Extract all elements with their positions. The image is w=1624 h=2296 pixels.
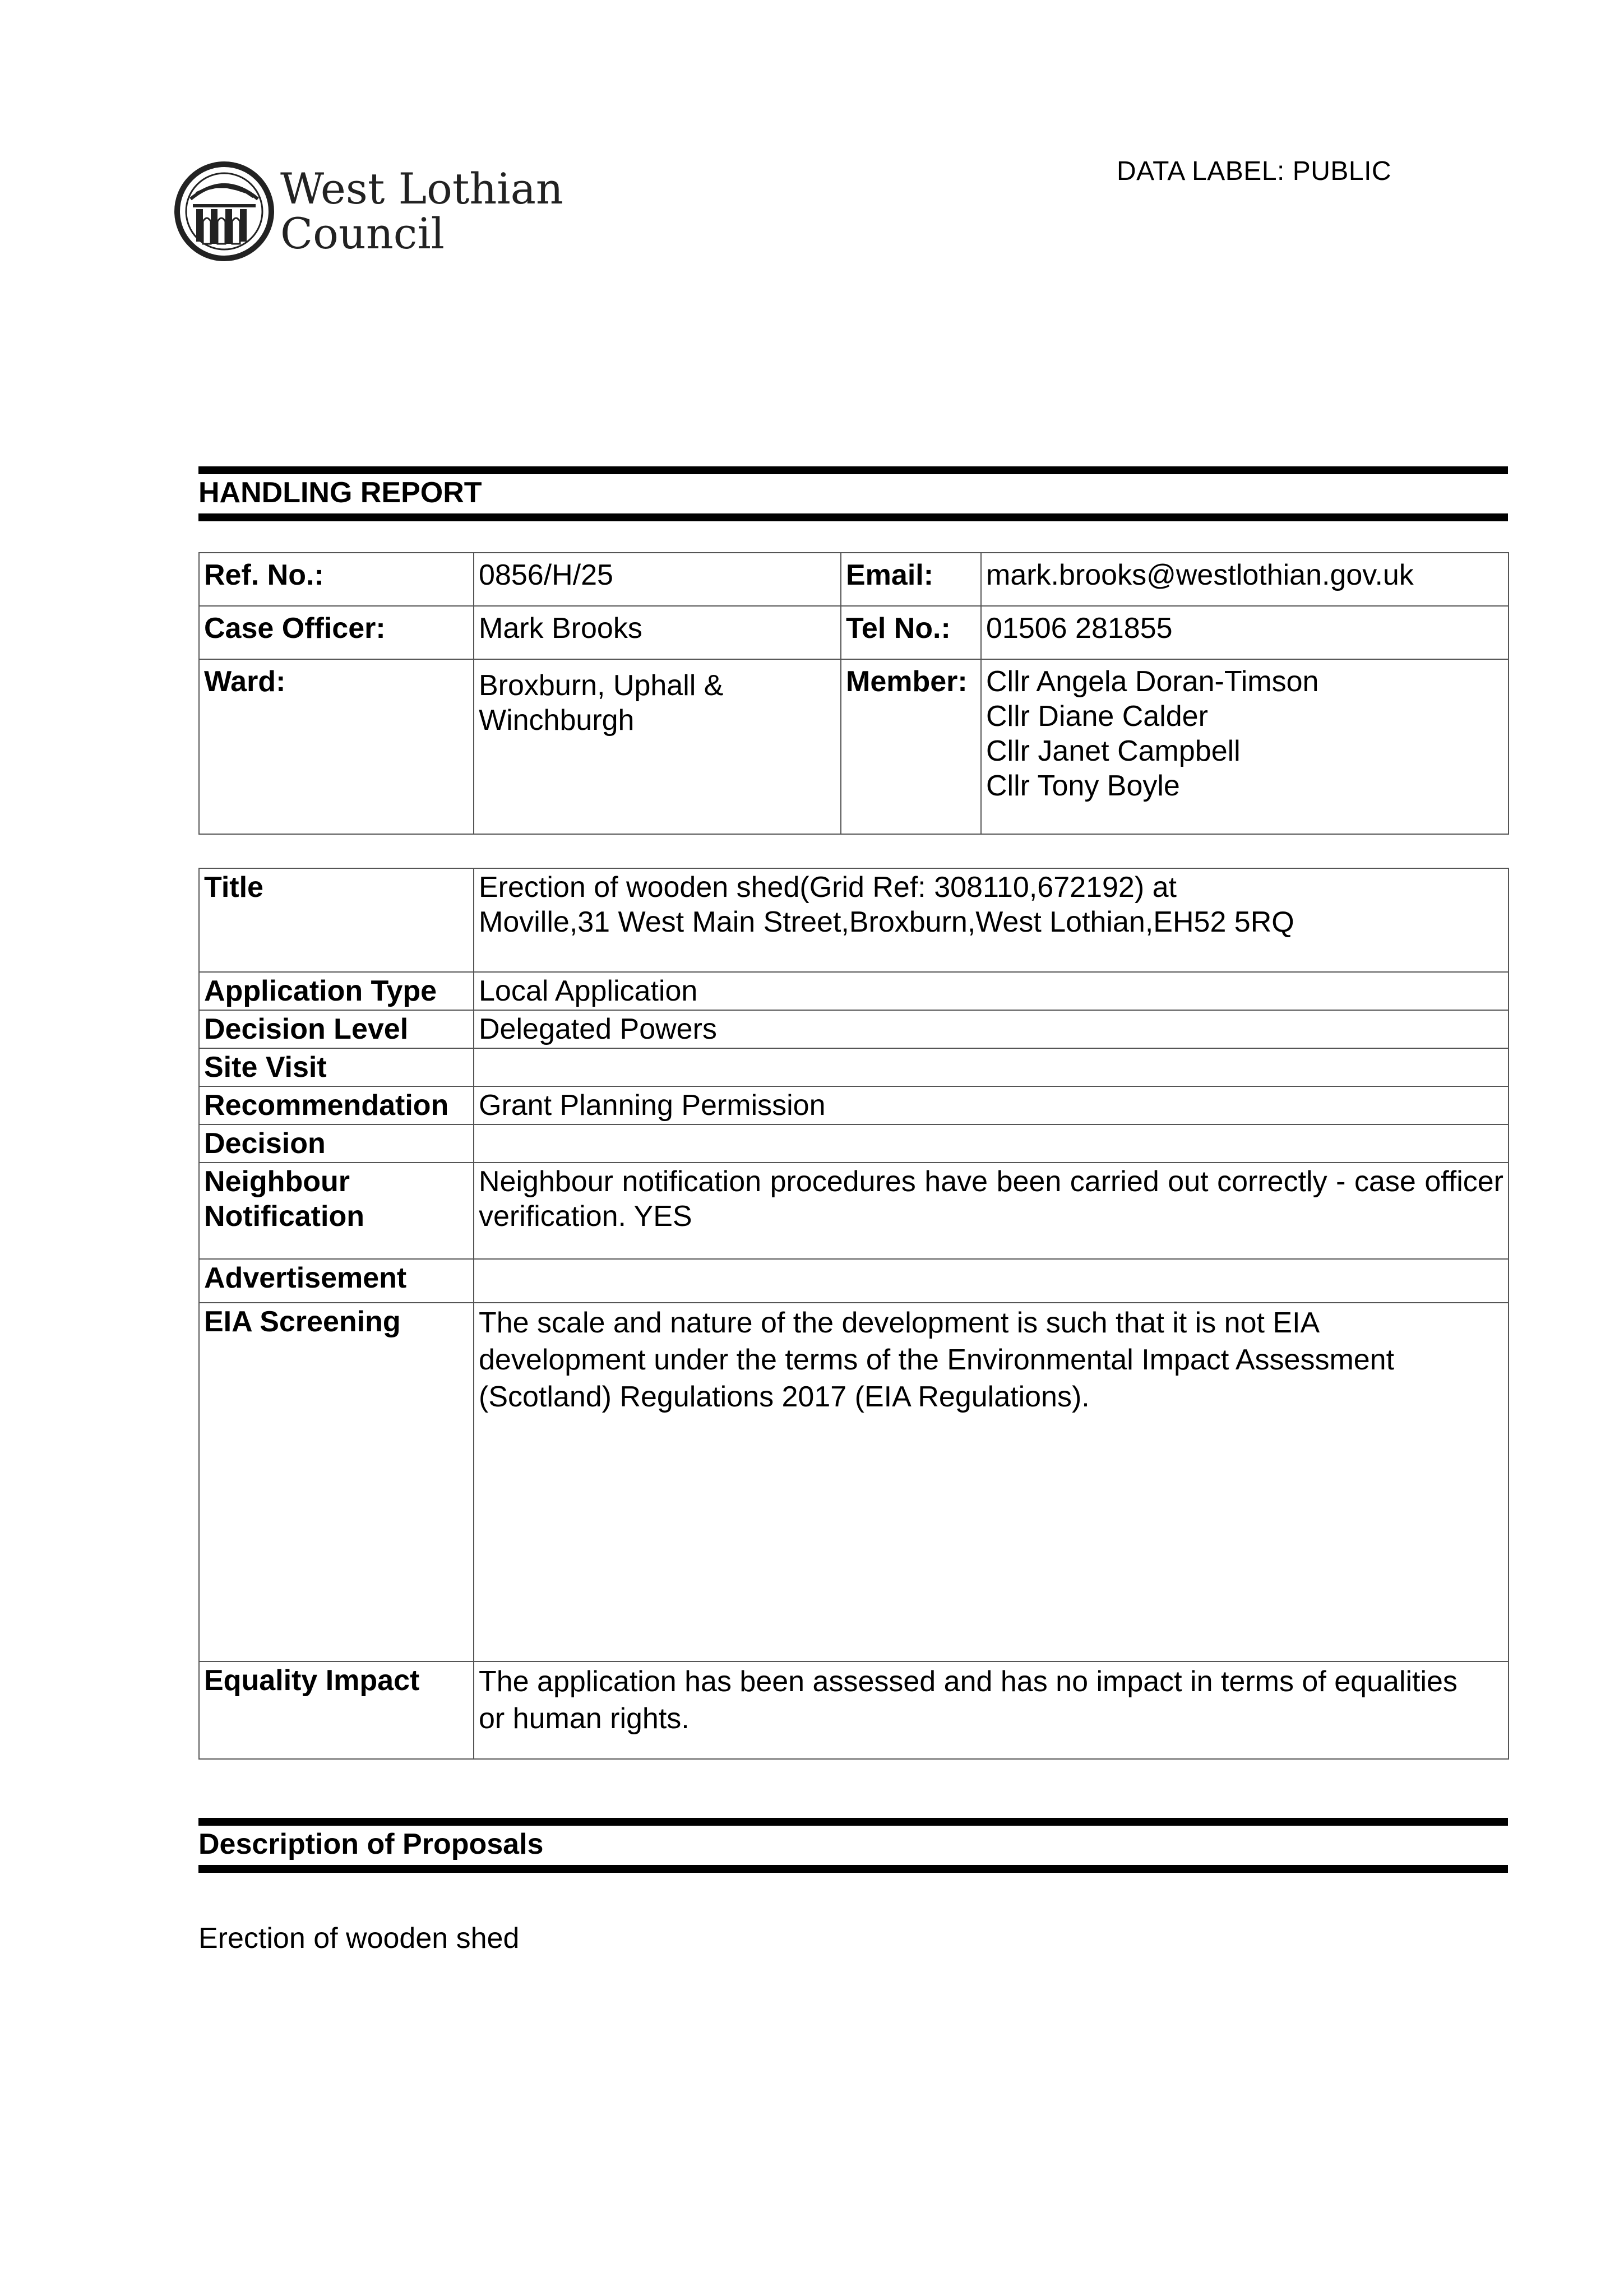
email-label: Email: [841,553,981,606]
member-item: Cllr Diane Calder [986,700,1208,733]
label-line: Neighbour [204,1165,350,1198]
table-row [199,1048,1509,1086]
equality-line: or human rights. [479,1702,690,1735]
data-label: DATA LABEL: PUBLIC [1117,156,1392,186]
divider [198,1818,1508,1826]
application-details-table [198,868,1509,1760]
tel-value: 01506 281855 [981,606,1509,659]
member-item: Cllr Janet Campbell [986,735,1241,767]
logo-text-line2: Council [280,209,445,258]
advertisement-label: Advertisement [199,1259,474,1303]
application-type-label: Application Type [199,972,474,1010]
table-row [199,868,1509,972]
table-row [199,1124,1509,1163]
case-officer-value: Mark Brooks [474,606,841,659]
table-row [199,1163,1509,1259]
member-label: Member: [841,659,981,834]
ref-label: Ref. No.: [199,553,474,606]
neighbour-notification-label [199,1163,474,1259]
eia-line: (Scotland) Regulations 2017 (EIA Regulations). [479,1381,1090,1413]
label-line: Notification [204,1200,364,1233]
title-line: Moville,31 West Main Street,Broxburn,West Lothian,EH52 5RQ [479,906,1294,938]
logo-text-line1: West Lothian [280,164,563,214]
member-item: Cllr Tony Boyle [986,770,1180,802]
divider [198,466,1508,474]
contact-table [198,552,1509,835]
decision-level-value: Delegated Powers [474,1010,1509,1048]
application-type-value: Local Application [474,972,1509,1010]
decision-label: Decision [199,1124,474,1163]
table-row [199,1259,1509,1303]
decision-level-label: Decision Level [199,1010,474,1048]
recommendation-value: Grant Planning Permission [474,1086,1509,1124]
ward-line: Winchburgh [479,704,635,737]
table-row [199,659,1509,834]
council-crest-icon [174,160,275,263]
divider [198,513,1508,521]
member-list [981,659,1509,834]
ward-line: Broxburn, Uphall & [479,669,724,702]
equality-impact-value [474,1661,1509,1759]
divider [198,1865,1508,1873]
email-value: mark.brooks@westlothian.gov.uk [981,553,1509,606]
eia-screening-value [474,1303,1509,1661]
ward-label: Ward: [199,659,474,834]
tel-label: Tel No.: [841,606,981,659]
eia-line: development under the terms of the Environmental Impact Assessment [479,1344,1395,1376]
eia-screening-label: EIA Screening [199,1303,474,1661]
site-visit-label: Site Visit [199,1048,474,1086]
council-logo [174,160,563,272]
equality-impact-label: Equality Impact [199,1661,474,1759]
site-visit-value [474,1048,1509,1086]
member-item: Cllr Angela Doran-Timson [986,665,1319,698]
equality-line: The application has been assessed and has no impact in terms of equalities [479,1665,1458,1698]
title-line: Erection of wooden shed(Grid Ref: 308110,672192) at [479,871,1177,904]
council-logo-text [280,166,563,256]
ward-value [474,659,841,834]
handling-report-header [198,466,1508,521]
handling-report-title: HANDLING REPORT [198,476,482,509]
title-value [474,868,1509,972]
table-row [199,1303,1509,1661]
decision-value [474,1124,1509,1163]
table-row [199,1661,1509,1759]
case-officer-label: Case Officer: [199,606,474,659]
title-label: Title [199,868,474,972]
neighbour-notification-value: Neighbour notification procedures have been carried out correctly - case officer verification. YES [474,1163,1509,1259]
table-row [199,1010,1509,1048]
table-row [199,1086,1509,1124]
proposals-header [198,1818,1508,1873]
table-row [199,972,1509,1010]
table-row [199,606,1509,659]
ref-value: 0856/H/25 [474,553,841,606]
table-row [199,553,1509,606]
recommendation-label: Recommendation [199,1086,474,1124]
advertisement-value [474,1259,1509,1303]
proposals-title: Description of Proposals [198,1828,544,1860]
proposals-text: Erection of wooden shed [198,1922,520,1955]
eia-line: The scale and nature of the development is such that it is not EIA [479,1307,1320,1339]
